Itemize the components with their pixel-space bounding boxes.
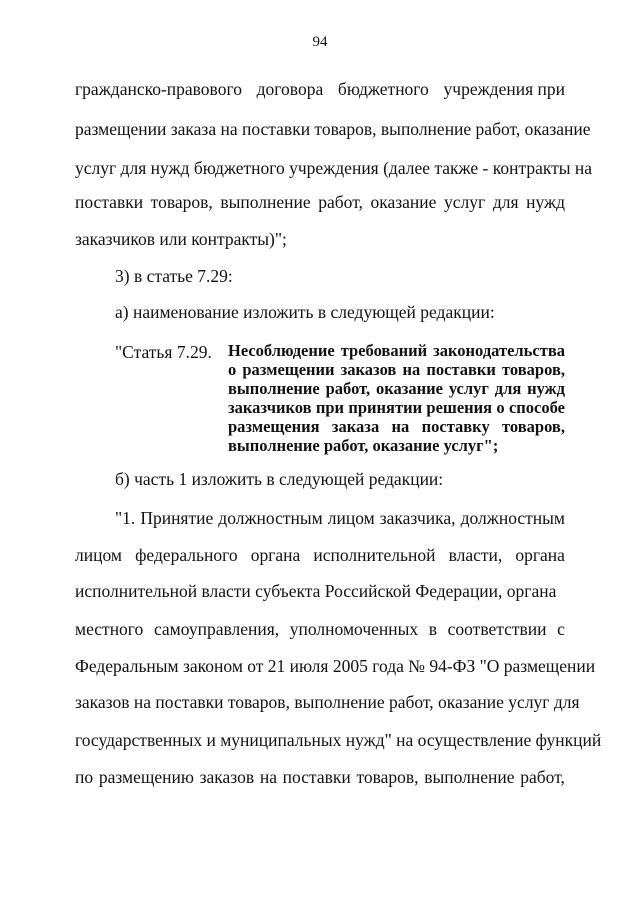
word: органа: [250, 545, 301, 565]
word: исполнительной власти субъекта Российской Федерации, органа: [75, 581, 557, 601]
article-title-line: [228, 341, 565, 360]
word: органа: [515, 545, 565, 565]
text-line: [75, 158, 593, 178]
word: работ,: [325, 379, 371, 398]
word: заказчика,: [379, 508, 456, 528]
word: лицом: [75, 545, 122, 565]
word: уполномоченных: [289, 619, 419, 639]
word: власти,: [448, 545, 503, 565]
word: заказчиков: [228, 398, 312, 417]
word: Несоблюдение: [228, 341, 335, 360]
word: гражданско-правового: [75, 79, 242, 99]
word: размещению: [98, 767, 194, 787]
text-line: [75, 656, 596, 676]
word: товаров,: [150, 192, 213, 212]
word: государственных и муниципальных нужд" на осуществление функций: [75, 730, 602, 750]
text-line: [75, 730, 602, 750]
word: на: [259, 767, 277, 787]
word: выполнение работ, оказание услуг";: [228, 436, 499, 455]
word: исполнительной: [313, 545, 436, 565]
word: поставки: [426, 360, 496, 379]
text-line: [75, 545, 565, 565]
word: заказа: [331, 417, 380, 436]
word: размещении заказа на поставки товаров, выполнение работ, оказание: [75, 119, 591, 139]
word: учреждения при: [443, 79, 565, 99]
word: заказов на поставки товаров, выполнение работ, оказание услуг для: [75, 692, 580, 712]
word: выполнение: [228, 379, 320, 398]
word: "1.: [115, 508, 136, 528]
word: услуг: [444, 192, 486, 212]
text-line: [75, 767, 565, 787]
list-item-b: б) часть 1 изложить в следующей редакции:: [115, 469, 444, 489]
page-number: 94: [312, 34, 328, 50]
word: на: [391, 417, 410, 436]
word: о: [228, 360, 237, 379]
word: соответствии: [447, 619, 547, 639]
word: заказов: [340, 360, 397, 379]
word: договора: [256, 79, 324, 99]
word: услуг для нужд бюджетного учреждения (далее также - контракты на: [75, 158, 593, 178]
word: работ,: [318, 192, 363, 212]
word: размещении: [242, 360, 335, 379]
word: о: [496, 398, 505, 417]
article-label: "Статья 7.29.: [115, 342, 212, 362]
word: услуг: [448, 379, 489, 398]
word: товаров,: [502, 417, 565, 436]
article-title-line: [228, 417, 565, 436]
word: требований: [340, 341, 428, 360]
word: должностным: [460, 508, 565, 528]
word: выполнение: [220, 192, 311, 212]
word: федерального: [135, 545, 238, 565]
text-line: [75, 692, 580, 712]
word: нужд: [526, 192, 565, 212]
article-title-line: [228, 379, 565, 398]
word: лицом: [327, 508, 375, 528]
word: выполнение: [424, 767, 515, 787]
word: товаров,: [356, 767, 419, 787]
text-line: [115, 508, 565, 528]
word: размещения: [228, 417, 320, 436]
word: решения: [426, 398, 493, 417]
word: для: [492, 192, 519, 212]
text-line: [75, 119, 591, 139]
word: способе: [508, 398, 565, 417]
text-line: [75, 581, 565, 601]
word: самоуправления,: [153, 619, 280, 639]
article-title-line: [228, 436, 565, 455]
word: поставки: [282, 767, 351, 787]
word: в: [428, 619, 438, 639]
text-line: [75, 619, 565, 639]
article-title-line: [228, 360, 565, 379]
word: принятии: [348, 398, 423, 417]
text-line: [75, 79, 565, 99]
word: по: [75, 767, 94, 787]
word: бюджетного: [337, 79, 429, 99]
article-title-line: [228, 398, 565, 417]
list-item-a: а) наименование изложить в следующей редакции:: [115, 302, 495, 322]
word: оказание: [370, 192, 437, 212]
word: местного: [75, 619, 144, 639]
word: при: [315, 398, 345, 417]
word: законодательства: [433, 341, 565, 360]
word: нужд: [527, 379, 565, 398]
article-title: [228, 341, 565, 455]
word: заказов: [199, 767, 255, 787]
word: оказание: [375, 379, 443, 398]
word: для: [494, 379, 522, 398]
word: на: [402, 360, 421, 379]
word: должностным: [218, 508, 323, 528]
text-line: [75, 192, 565, 212]
word: работ,: [520, 767, 565, 787]
word: Федеральным законом от 21 июля 2005 года № 94-ФЗ "О размещении: [75, 656, 596, 676]
word: с: [557, 619, 565, 639]
text-line: [75, 229, 565, 249]
word: поставки: [75, 192, 144, 212]
word: Принятие: [140, 508, 214, 528]
word: товаров,: [502, 360, 565, 379]
word: заказчиков или контракты)";: [75, 229, 287, 249]
list-item-3: 3) в статье 7.29:: [115, 266, 233, 286]
word: поставку: [421, 417, 490, 436]
